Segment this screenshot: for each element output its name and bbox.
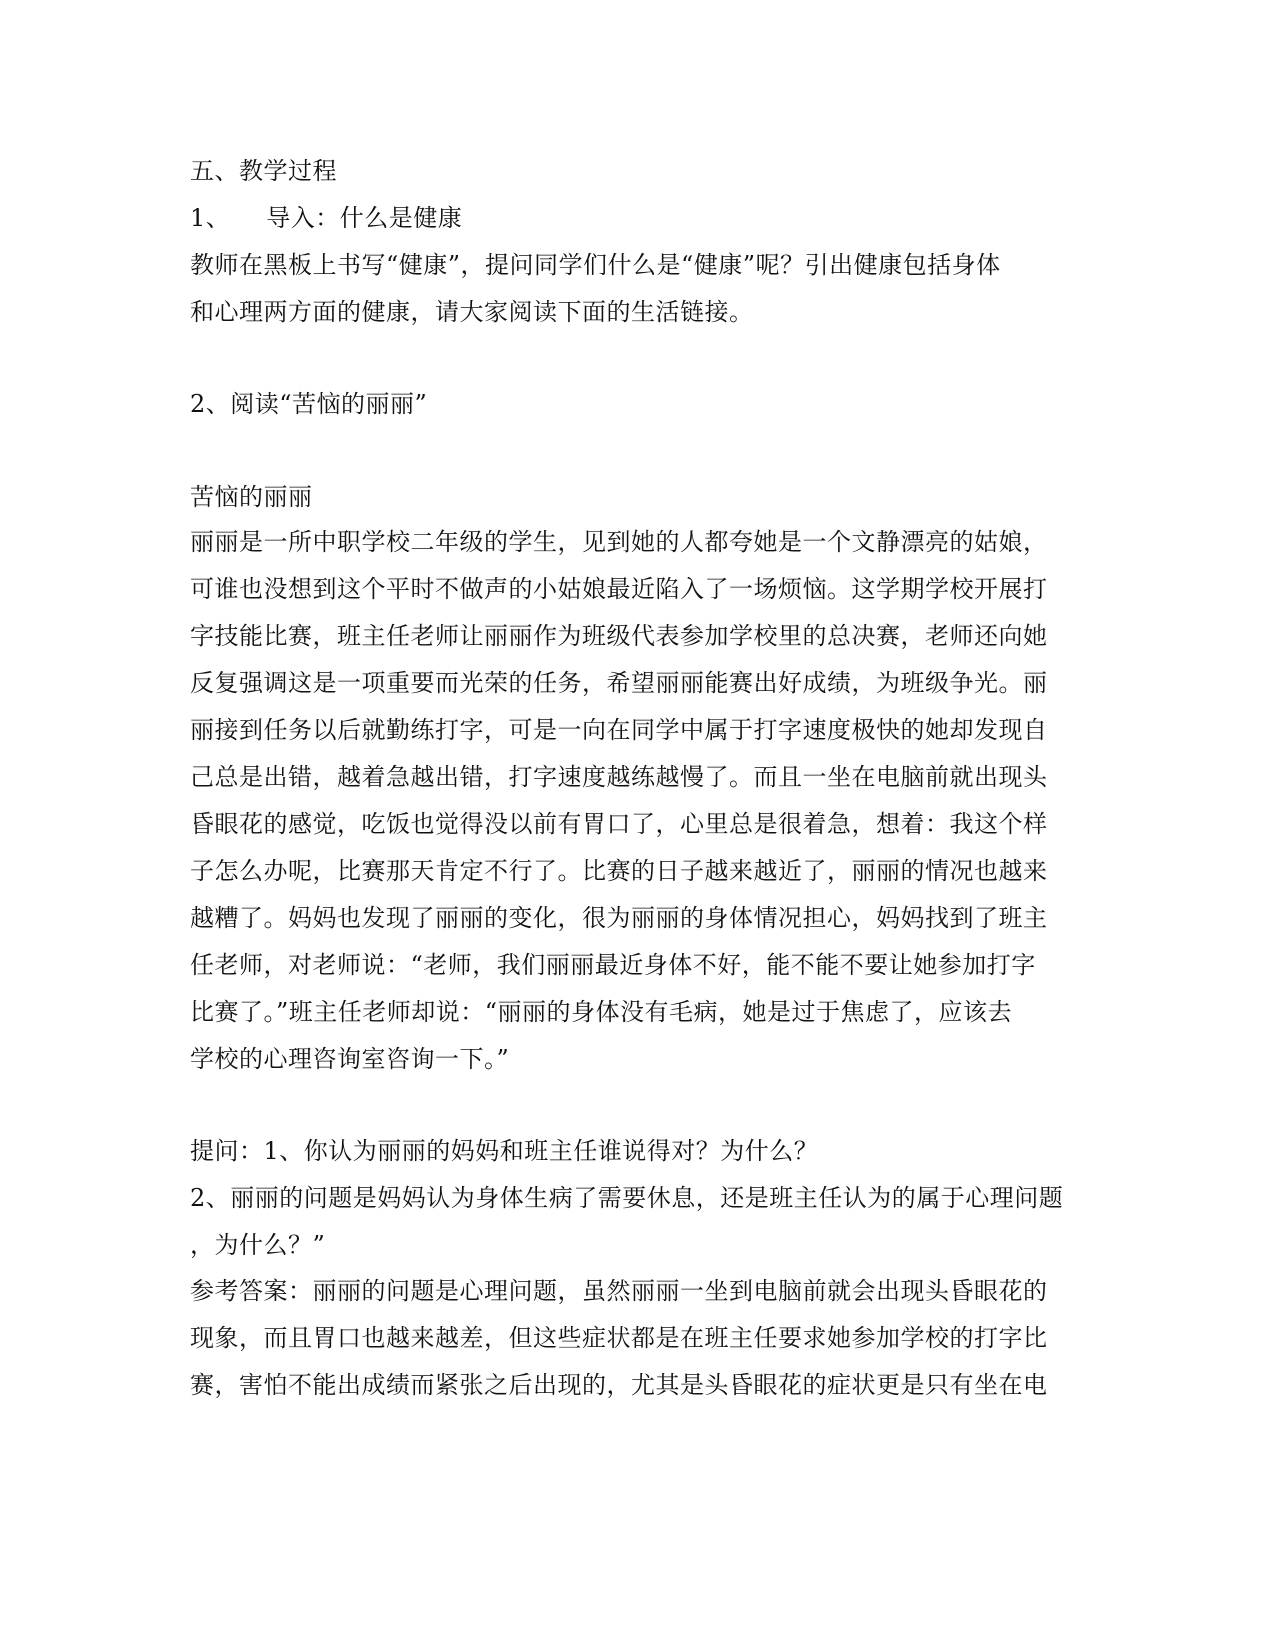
answer-line: 现象，而且胃口也越来越差，但这些症状都是在班主任要求她参加学校的打字比 xyxy=(190,1324,1048,1352)
story-line: 字技能比赛，班主任老师让丽丽作为班级代表参加学校里的总决赛，老师还向她 xyxy=(190,622,1048,650)
step1-paragraph-line: 和心理两方面的健康，请大家阅读下面的生活链接。 xyxy=(190,298,754,326)
answer-line: 赛，害怕不能出成绩而紧张之后出现的，尤其是头昏眼花的症状更是只有坐在电 xyxy=(190,1371,1048,1399)
step2-heading: 2、阅读“苦恼的丽丽” xyxy=(190,390,428,418)
step1-paragraph-line: 教师在黑板上书写“健康”，提问同学们什么是“健康”呢？引出健康包括身体 xyxy=(190,251,1001,279)
story-line: 比赛了。”班主任老师却说：“丽丽的身体没有毛病，她是过于焦虑了，应该去 xyxy=(190,998,1013,1026)
answer-line: 参考答案：丽丽的问题是心理问题，虽然丽丽一坐到电脑前就会出现头昏眼花的 xyxy=(190,1277,1048,1305)
story-title: 苦恼的丽丽 xyxy=(190,483,313,511)
story-line: 昏眼花的感觉，吃饭也觉得没以前有胃口了，心里总是很着急，想着：我这个样 xyxy=(190,810,1048,838)
story-line: 学校的心理咨询室咨询一下。” xyxy=(190,1045,510,1073)
story-line: 己总是出错，越着急越出错，打字速度越练越慢了。而且一坐在电脑前就出现头 xyxy=(190,763,1048,791)
story-line: 可谁也没想到这个平时不做声的小姑娘最近陷入了一场烦恼。这学期学校开展打 xyxy=(190,575,1048,603)
story-line: 任老师，对老师说：“老师，我们丽丽最近身体不好，能不能不要让她参加打字 xyxy=(190,951,1036,979)
question-line: ，为什么？” xyxy=(190,1231,326,1259)
question-line: 提问：1、你认为丽丽的妈妈和班主任谁说得对？为什么？ xyxy=(190,1137,819,1165)
story-line: 子怎么办呢，比赛那天肯定不行了。比赛的日子越来越近了，丽丽的情况也越来 xyxy=(190,857,1048,885)
story-line: 反复强调这是一项重要而光荣的任务，希望丽丽能赛出好成绩，为班级争光。丽 xyxy=(190,669,1048,697)
story-line: 越糟了。妈妈也发现了丽丽的变化，很为丽丽的身体情况担心，妈妈找到了班主 xyxy=(190,904,1048,932)
question-line: 2、丽丽的问题是妈妈认为身体生病了需要休息，还是班主任认为的属于心理问题 xyxy=(190,1184,1064,1212)
step1-heading xyxy=(190,202,462,234)
step1-title: 导入：什么是健康 xyxy=(266,204,463,232)
story-line: 丽丽是一所中职学校二年级的学生，见到她的人都夸她是一个文静漂亮的姑娘， xyxy=(190,528,1048,556)
step1-number: 1、 xyxy=(190,204,231,232)
section-heading: 五、教学过程 xyxy=(190,157,337,185)
story-line: 丽接到任务以后就勤练打字，可是一向在同学中属于打字速度极快的她却发现自 xyxy=(190,716,1048,744)
